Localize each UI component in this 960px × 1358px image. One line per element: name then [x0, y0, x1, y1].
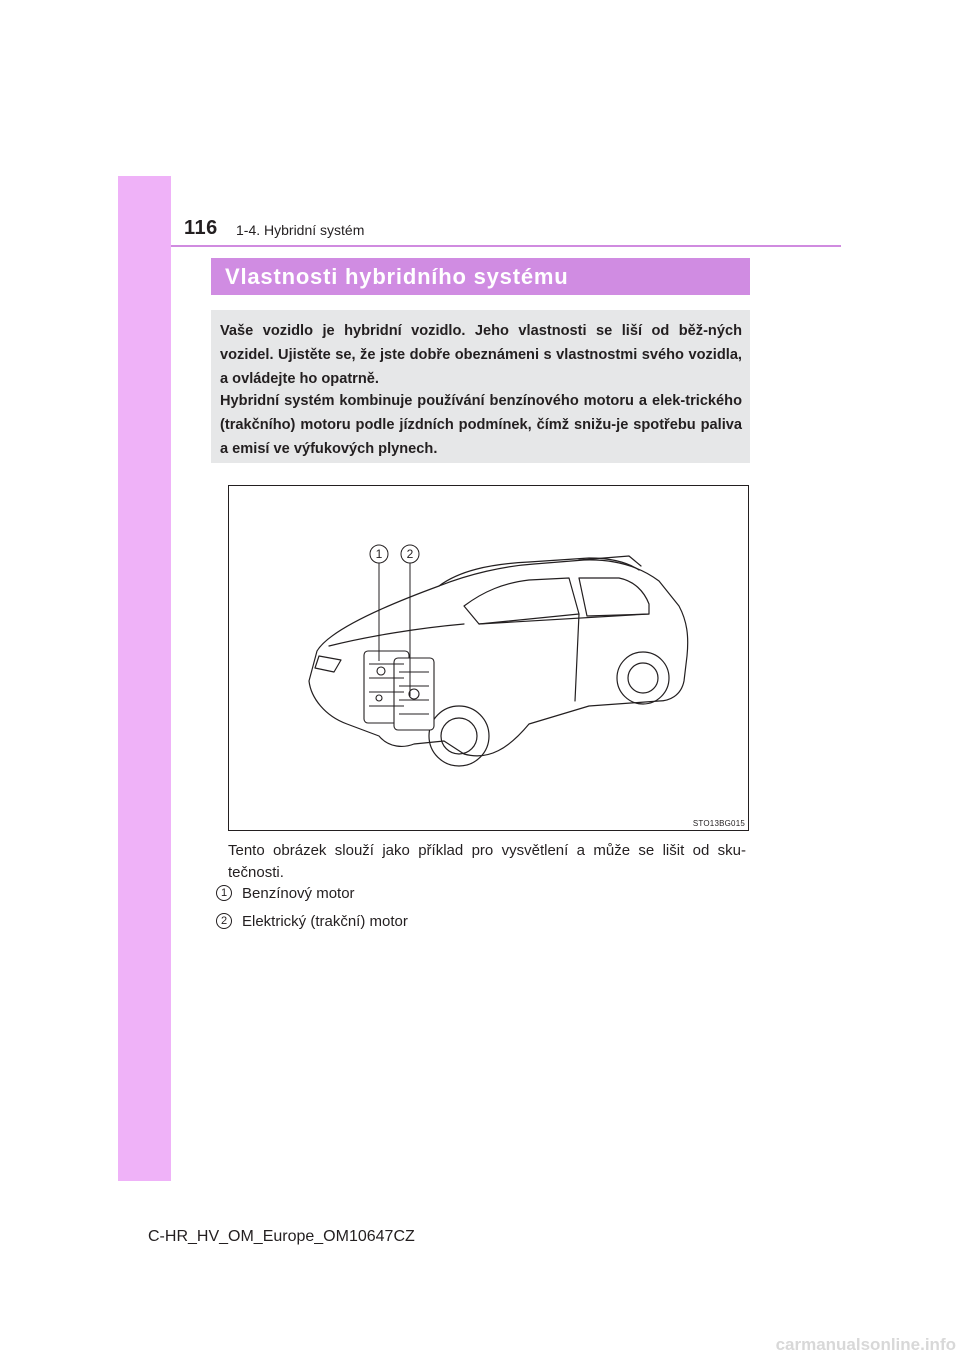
figure-code: STO13BG015: [692, 819, 745, 828]
car-roof-line: [439, 558, 639, 586]
car-window-front: [464, 578, 579, 624]
page-title: Vlastnosti hybridního systému: [225, 264, 569, 289]
legend-label: Elektrický (trakční) motor: [242, 913, 408, 930]
section-label: 1-4. Hybridní systém: [236, 222, 365, 238]
car-front-wheel: [429, 706, 489, 766]
callout-2-label: 2: [406, 547, 414, 561]
legend-label: Benzínový motor: [242, 885, 355, 902]
intro-paragraph-2: Hybridní systém kombinuje používání benzínového motoru a elek-trického (trakčního) motoru podle jízdních podmínek, čímž snižu-je spotřebu paliva a emisí ve výfukových plynech.: [220, 393, 742, 457]
footer-document-id: C-HR_HV_OM_Europe_OM10647CZ: [148, 1228, 415, 1245]
engine-block: [364, 651, 434, 730]
legend-number: 1: [216, 885, 232, 901]
figure-frame: [228, 485, 749, 831]
intro-box: [211, 310, 750, 463]
car-window-rear: [579, 578, 649, 616]
car-rear-wheel: [617, 652, 669, 704]
hybrid-car-illustration: [229, 486, 748, 830]
watermark: carmanualsonline.info: [775, 1335, 956, 1354]
side-band: [118, 176, 171, 1181]
page-number: 116: [184, 217, 218, 239]
car-headlight: [315, 656, 341, 672]
car-door-line: [575, 614, 579, 701]
legend-number: 2: [216, 913, 232, 929]
car-front-hub: [441, 718, 477, 754]
title-bar: [211, 258, 750, 295]
car-rear-hub: [628, 663, 658, 693]
header-rule: [171, 245, 841, 247]
car-hood-line: [329, 624, 464, 646]
figure-caption: Tento obrázek slouží jako příklad pro vysvětlení a může se lišit od sku-tečnosti.: [228, 842, 746, 881]
callout-1-label: 1: [375, 547, 383, 561]
intro-paragraph-1: Vaše vozidlo je hybridní vozidlo. Jeho vlastnosti se liší od běž-ných vozidel. Ujistěte se, že jste dobře obeznámeni s vlastnostmi svého vozidla, a ovládejte ho opatrně.: [220, 323, 742, 387]
